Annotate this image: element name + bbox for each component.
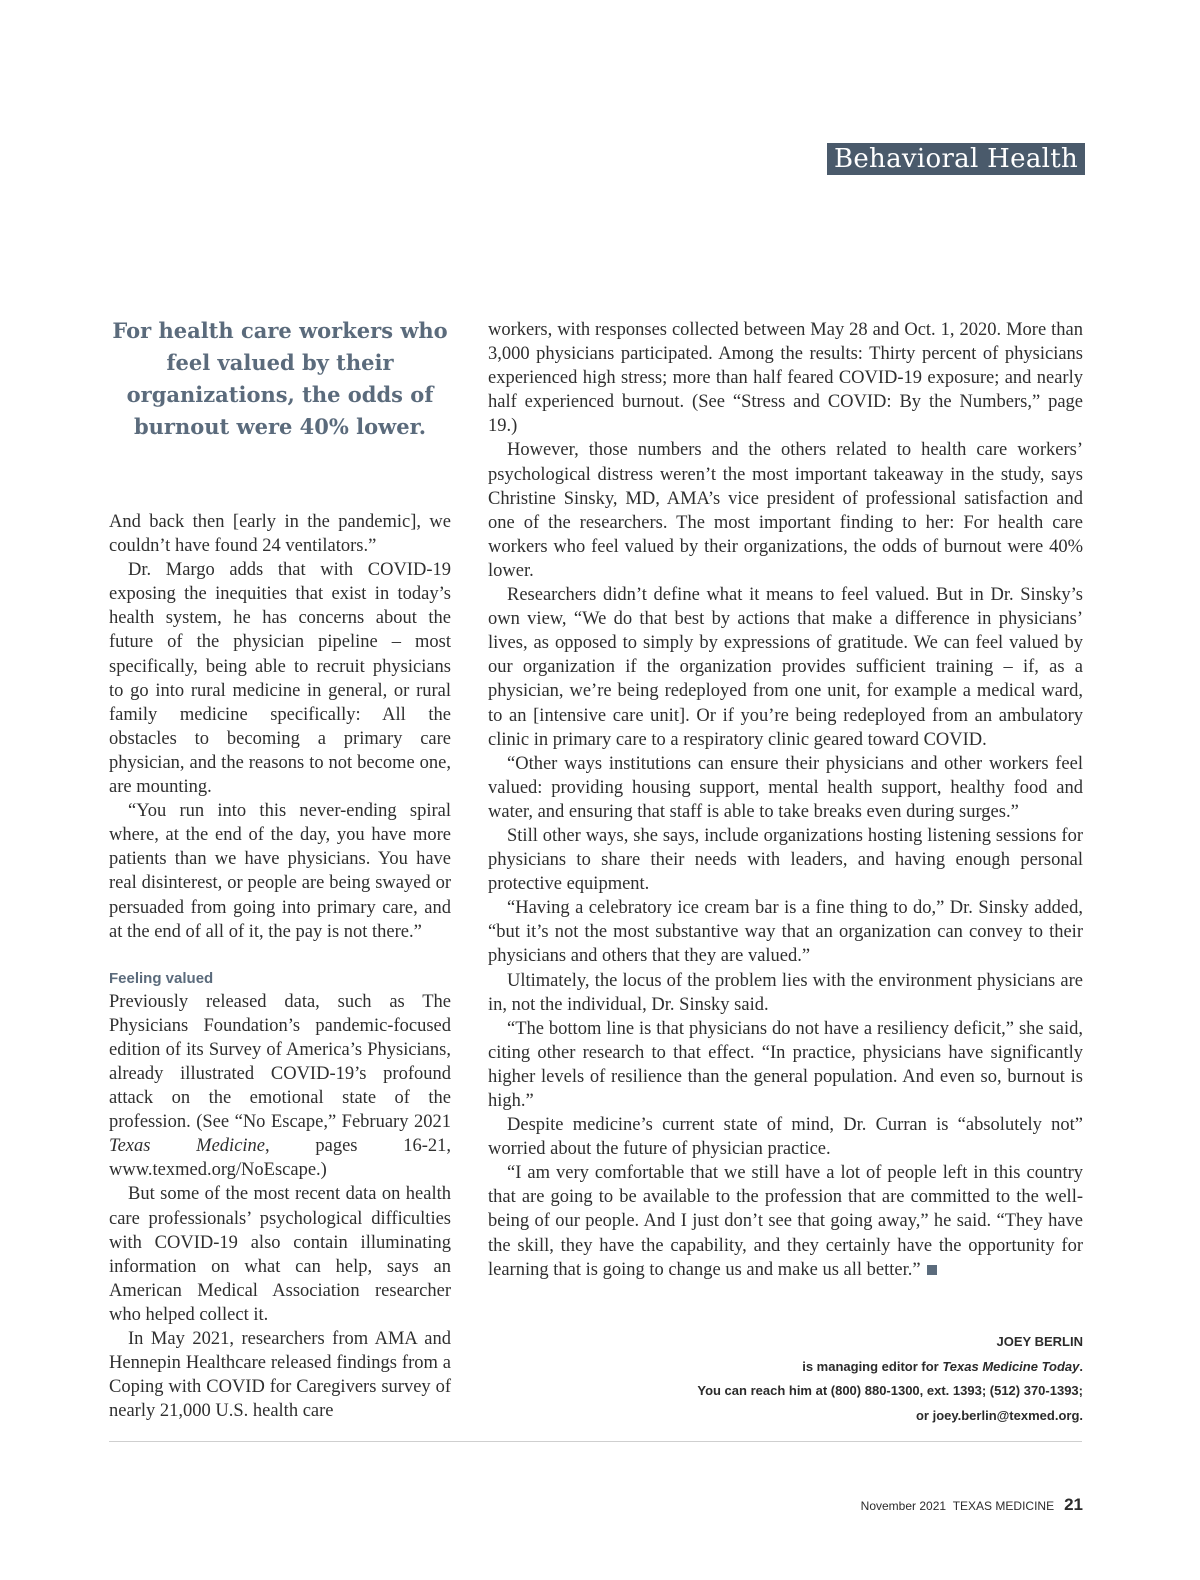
- paragraph: “Other ways institutions can ensure their physicians and other workers feel valued: providing housing support, mental health support, healthy food and water, and ensuring that staff is able to take breaks even during surges.”: [488, 753, 1083, 822]
- paragraph: Ultimately, the locus of the problem lies with the environment physicians are in, not the individual, Dr. Sinsky said.: [488, 970, 1083, 1015]
- paragraph: Still other ways, she says, include organizations hosting listening sessions for physicians to share their needs with leaders, and having enough personal protective equipment.: [488, 825, 1083, 895]
- paragraph: And back then [early in the pandemic], we couldn’t have found 24 ventilators.”: [109, 512, 451, 557]
- section-tag: Behavioral Health: [827, 143, 1085, 175]
- author-contact-email: or joey.berlin@texmed.org.: [915, 1407, 1083, 1423]
- author-name: JOEY BERLIN: [996, 1334, 1083, 1349]
- publication-title: Texas Medicine Today: [942, 1358, 1080, 1374]
- paragraph: “The bottom line is that physicians do not have a resiliency deficit,” she said, citing other research to that effect. “In practice, physicians have significantly higher levels of resilience than the general population. And even so, burnout is high.”: [488, 1018, 1083, 1111]
- page-footer: [861, 1495, 1083, 1516]
- page-number: 21: [1064, 1495, 1083, 1514]
- author-role-text: .: [1079, 1358, 1083, 1374]
- paragraph: But some of the most recent data on health care professionals’ psychological difficulties with COVID-19 also contain illuminating information on what can help, says an American Medical Association researcher who helped collect it.: [109, 1184, 451, 1325]
- subhead-feeling-valued: Feeling valued: [109, 969, 214, 987]
- paragraph: However, those numbers and the others related to health care workers’ psychological distress weren’t the most important takeaway in the study, says Christine Sinsky, MD, AMA’s vice president of professional satisfaction and one of the researchers. The most important finding to her: For health care workers who feel valued by their organizations, the odds of burnout were 40% lower.: [488, 440, 1083, 581]
- paragraph: Dr. Margo adds that with COVID-19 exposing the inequities that exist in today’s health system, he has concerns about the future of the physician pipeline – most specifically, being able to recruit physicians to go into rural medicine in general, or rural family medicine specifically: All the obstacles to becoming a primary care physician, and the reasons to not become one, are mounting.: [109, 560, 451, 798]
- author-role: [523, 1355, 1083, 1380]
- paragraph: [488, 1161, 1083, 1281]
- paragraph-text: “I am very comfortable that we still have a lot of people left in this country that are going to be available to the profession that are committed to the well-being of our people. And I just don’t see that going away,” he said. “They have the skill, they have the capability, and they certainly have the opportunity for learning that is going to change us and make us all better.”: [488, 1163, 1083, 1280]
- paragraph-text: Previously released data, such as The Physicians Foundation’s pandemic-focused edition of its Survey of America’s Physicians, already illustrated COVID-19’s profound attack on the emotional state of the profession. (See “No Escape,” February 2021: [109, 991, 451, 1133]
- paragraph: In May 2021, researchers from AMA and Hennepin Healthcare released findings from a Coping with COVID for Caregivers survey of nearly 21,000 U.S. health care: [109, 1329, 451, 1422]
- end-mark-icon: [927, 1265, 937, 1275]
- publication-name: TEXAS MEDICINE: [952, 1499, 1055, 1513]
- paragraph-text: , pages 16-21, www.texmed.org/NoEscape.): [109, 1136, 451, 1181]
- paragraph: Researchers didn’t define what it means to feel valued. But in Dr. Sinsky’s own view, “We do that best by actions that make a difference in physicians’ lives, as opposed to simply by expressions of gratitude. We can feel valued by our organization if the organization provides sufficient training – if, as a physician, we’re being redeployed from one unit, for example a medical ward, to an [intensive care unit]. Or if you’re being redeployed from an ambulatory clinic in primary care to a respiratory clinic geared toward COVID.: [488, 585, 1083, 750]
- pull-quote: [110, 315, 450, 443]
- footer-divider: [109, 1441, 1082, 1442]
- publication-title: Texas Medicine: [109, 1136, 266, 1157]
- author-contact-phone: You can reach him at (800) 880-1300, ext. 1393; (512) 370-1393;: [697, 1383, 1083, 1398]
- paragraph: workers, with responses collected between May 28 and Oct. 1, 2020. More than 3,000 physicians participated. Among the results: Thirty percent of physicians experienced high stress; more than half feared COVID-19 exposure; and nearly half experienced burnout. (See “Stress and COVID: By the Numbers,” page 19.): [488, 320, 1083, 437]
- paragraph: “Having a celebratory ice cream bar is a fine thing to do,” Dr. Sinsky added, “but it’s not the most substantive way that an organization can convey to their physicians and others that they are valued.”: [488, 898, 1083, 967]
- left-column: [109, 510, 451, 1423]
- paragraph: [109, 990, 451, 1183]
- paragraph: “You run into this never-ending spiral where, at the end of the day, you have more patients than we have physicians. You have real disinterest, or people are being swayed or persuaded from going into primary care, and at the end of all of it, the pay is not there.”: [109, 801, 451, 942]
- right-column: [488, 318, 1083, 1282]
- author-role-text: is managing editor for: [802, 1358, 943, 1374]
- pull-quote-text: For health care workers who feel valued by their organizations, the odds of burnout were 40% lower.: [112, 318, 448, 439]
- issue-date: November 2021: [860, 1499, 947, 1513]
- author-bio: [523, 1330, 1083, 1428]
- paragraph: Despite medicine’s current state of mind, Dr. Curran is “absolutely not” worried about the future of physician practice.: [488, 1115, 1083, 1160]
